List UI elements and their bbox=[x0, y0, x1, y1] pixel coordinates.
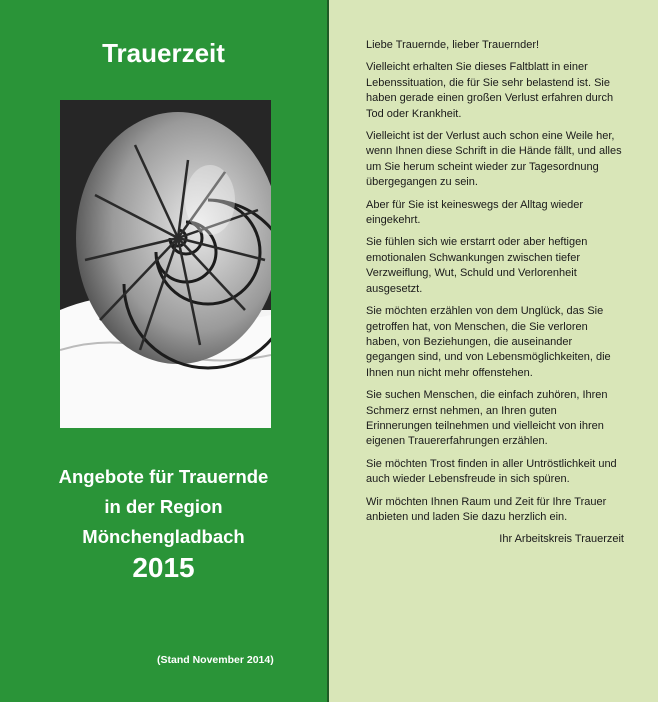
letter-paragraph: Vielleicht erhalten Sie dieses Faltblatt in einer Lebenssituation, die für Sie sehr belastend ist. Sie haben gerade einen großen Verlust erfahren durch Tod oder Krankheit. bbox=[366, 61, 614, 120]
letter-paragraph: Sie möchten Trost finden in aller Untröstlichkeit und auch wieder Lebensfreude in sich spüren. bbox=[366, 457, 617, 486]
cover-year: 2015 bbox=[132, 552, 195, 583]
letter-paragraph: Aber für Sie ist keineswegs der Alltag wieder eingekehrt. bbox=[366, 198, 584, 227]
letter-greeting: Liebe Trauernde, lieber Trauernder! bbox=[366, 39, 540, 51]
letter-signature: Ihr Arbeitskreis Trauerzeit bbox=[499, 533, 624, 546]
subtitle-line: Mönchengladbach bbox=[82, 526, 245, 547]
letter-paragraph: Sie fühlen sich wie erstarrt oder aber heftigen emotionalen Schwankungen zwischen tiefer Verzweiflung, Wut, Schuld und Verlorenheit ausgesetzt. bbox=[366, 236, 588, 295]
nautilus-shell-image bbox=[60, 100, 271, 428]
cover-panel bbox=[0, 0, 327, 702]
subtitle-line: in der Region bbox=[104, 496, 223, 517]
stand-note: (Stand November 2014) bbox=[157, 654, 274, 666]
letter-paragraph: Wir möchten Ihnen Raum und Zeit für Ihre Trauer anbieten und laden Sie dazu herzlich ein. bbox=[366, 495, 607, 523]
letter-paragraph: Sie möchten erzählen von dem Unglück, das Sie getroffen hat, von Menschen, die Sie verloren haben, von Beziehungen, die auseinander gegangen sind, und von Lebensmöglichkeiten, die Ihnen nun nicht mehr offenstehen. bbox=[366, 305, 611, 379]
letter-paragraph: Sie suchen Menschen, die einfach zuhören, Ihren Schmerz ernst nehmen, an Ihren guten Erinnerungen teilnehmen und vielleicht von ihren eigenen Trauererfahrungen erzählen. bbox=[366, 389, 608, 448]
subtitle-line: Angebote für Trauernde bbox=[58, 466, 269, 487]
letter-text bbox=[366, 38, 624, 548]
letter-paragraph: Vielleicht ist der Verlust auch schon eine Weile her, wenn Ihnen diese Schrift in die Hände fällt, und alles um Sie herum scheint wieder zur Tagesordnung übergegangen zu sein. bbox=[366, 130, 622, 189]
cover-title: Trauerzeit bbox=[102, 38, 225, 68]
cover-subtitle bbox=[0, 462, 327, 552]
